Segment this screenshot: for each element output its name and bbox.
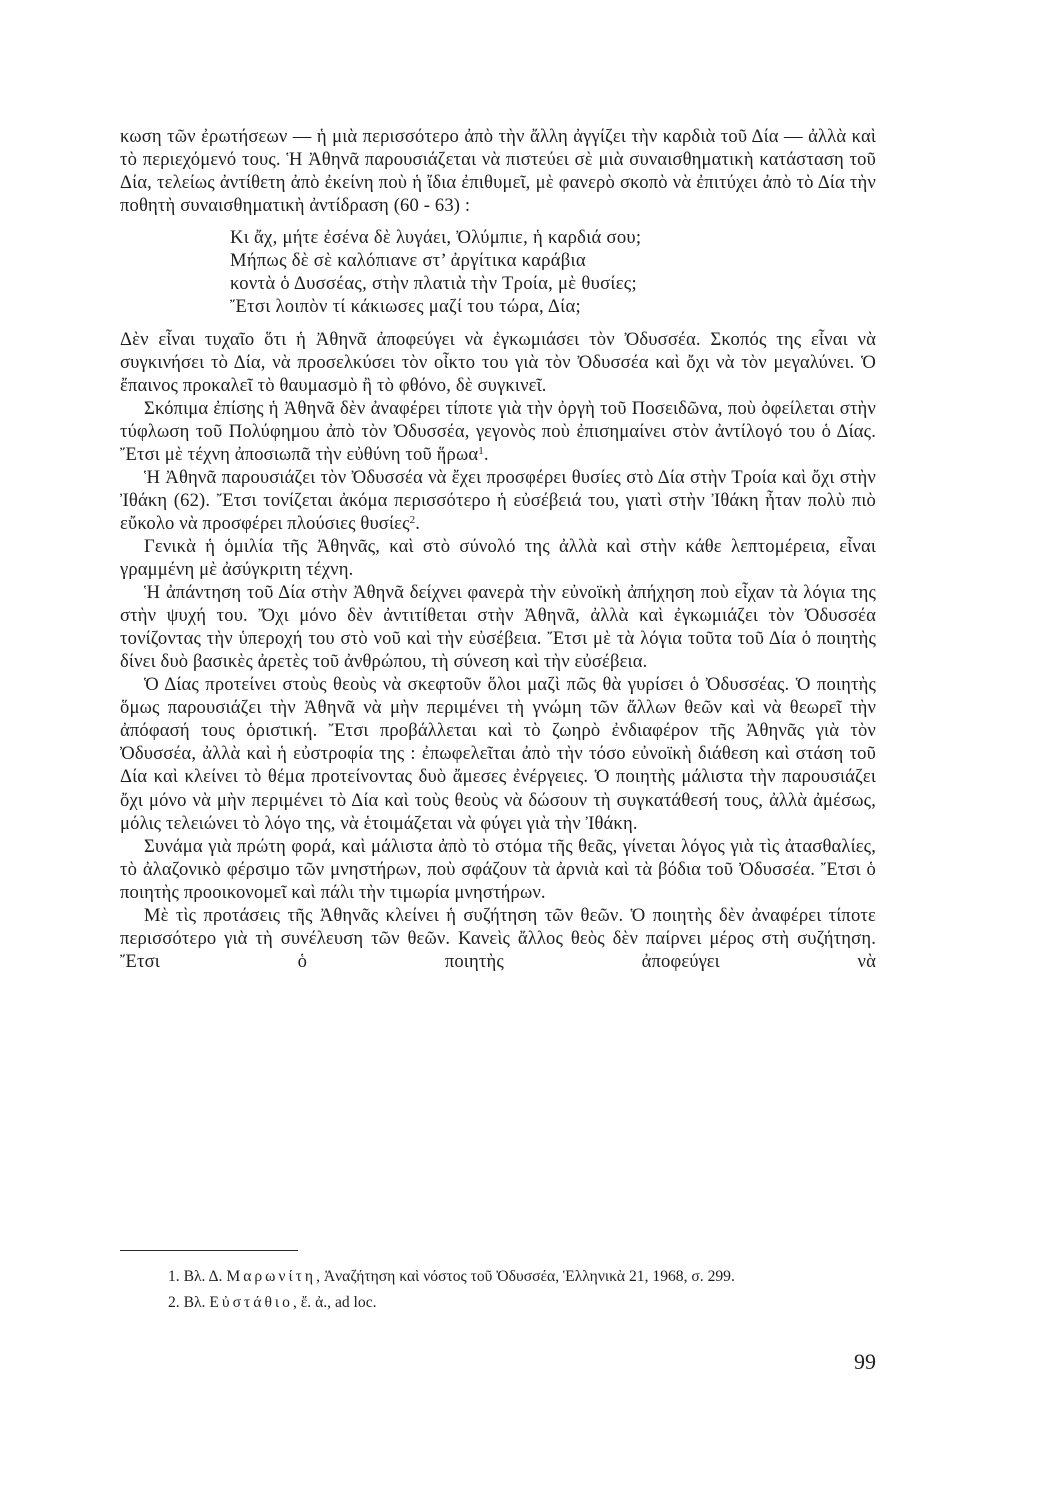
- footnote-divider: [120, 1250, 298, 1251]
- footnotes: [120, 1267, 876, 1313]
- verse-line: κοντὰ ὁ Δυσσέας, στὴν πλατιὰ τὴν Τροία, μὲ θυσίες;: [230, 273, 637, 295]
- main-text: [120, 125, 876, 973]
- paragraph-9: Μὲ τὶς προτάσεις τῆς Ἀθηνᾶς κλείνει ἡ συζήτηση τῶν θεῶν. Ὁ ποιητὴς δὲν ἀναφέρει τίποτε περισσότερο γιὰ τὴ συνέλευση τῶν θεῶν. Κανεὶς ἄλλος θεὸς δὲν παίρνει μέρος στὴ συζήτηση. Ἔτσι ὁ ποιητὴς ἀποφεύγει νὰ: [120, 904, 876, 972]
- paragraph-8: Συνάμα γιὰ πρώτη φορά, καὶ μάλιστα ἀπὸ τὸ στόμα τῆς θεᾶς, γίνεται λόγος γιὰ τὶς ἀτασθαλίες, τὸ ἀλαζονικὸ φέρσιμο τῶν μνηστήρων, ποὺ σφάζουν τὰ ἀρνιὰ καὶ τὰ βόδια τοῦ Ὀδυσσέα. Ἔτσι ὁ ποιητὴς προοικονομεῖ καὶ πάλι τὴν τιμωρία μνηστήρων.: [120, 835, 876, 903]
- paragraph-6: Ἡ ἀπάντηση τοῦ Δία στὴν Ἀθηνᾶ δείχνει φανερὰ τὴν εὐνοϊκὴ ἀπήχηση ποὺ εἶχαν τὰ λόγια της στὴν ψυχή του. Ὄχι μόνο δὲν ἀντιτίθεται στὴν Ἀθηνᾶ, ἀλλὰ καὶ ἐγκωμιάζει τὸν Ὀδυσσέα τονίζοντας τὴν ὑπεροχή του στὸ νοῦ καὶ τὴν εὐσέβεια. Ἔτσι μὲ τὰ λόγια τοῦτα τοῦ Δία ὁ ποιητὴς δίνει δυὸ βασικὲς ἀρετὲς τοῦ ἀνθρώπου, τὴ σύνεση καὶ τὴν εὐσέβεια.: [120, 582, 876, 673]
- footnote-2-author: Εὐστάθιο: [209, 1294, 293, 1311]
- verse-quotation: [230, 226, 876, 318]
- verse-line: Ἔτσι λοιπὸν τί κάκιωσες μαζί του τώρα, Δία;: [230, 296, 581, 318]
- footnote-1-author: Μαρωνίτη: [226, 1268, 317, 1285]
- verse-line: Μήπως δὲ σὲ καλόπιανε στ’ ἀργίτικα καράβια: [230, 250, 586, 272]
- paragraph-7: Ὁ Δίας προτείνει στοὺς θεοὺς νὰ σκεφτοῦν ὅλοι μαζὶ πῶς θὰ γυρίσει ὁ Ὀδυσσέας. Ὁ ποιητὴς ὅμως παρουσιάζει τὴν Ἀθηνᾶ νὰ μὴν περιμένει τὴ γνώμη τῶν ἄλλων θεῶν καὶ νὰ θεωρεῖ τὴν ἀπόφασή τους ὁριστική. Ἔτσι προβάλλεται καὶ τὸ ζωηρὸ ἐνδιαφέρον τῆς Ἀθηνᾶς γιὰ τὸν Ὀδυσσέα, ἀλλὰ καὶ ἡ εὐστροφία της : ἐπωφελεῖται ἀπὸ τὴν τόσο εὐνοϊκὴ διάθεση καὶ στάση τοῦ Δία καὶ κλείνει τὸ θέμα προτείνοντας δυὸ ἄμεσες ἐνέργειες. Ὁ ποιητὴς μάλιστα τὴν παρουσιάζει ὄχι μόνο νὰ μὴν περιμένει τὸ Δία καὶ τοὺς θεοὺς νὰ δώσουν τὴ συγκατάθεσή τους, ἀλλὰ ἀμέσως, μόλις τελειώνει τὸ λόγο της, νὰ ἑτοιμάζεται νὰ φύγει γιὰ τὴν Ἰθάκη.: [120, 674, 876, 834]
- paragraph-1: κωση τῶν ἐρωτήσεων — ἡ μιὰ περισσότερο ἀπὸ τὴν ἄλλη ἀγγίζει τὴν καρδιὰ τοῦ Δία — ἀλλὰ καὶ τὸ περιεχόμενό τους. Ἡ Ἀθηνᾶ παρουσιάζεται νὰ πιστεύει σὲ μιὰ συναισθηματικὴ κατάσταση τοῦ Δία, τελείως ἀντίθετη ἀπὸ ἐκείνη ποὺ ἡ ἴδια ἐπιθυμεῖ, μὲ φανερὸ σκοπὸ νὰ ἐπιτύχει ἀπὸ τὸ Δία τὴν ποθητὴ συναισθηματικὴ ἀντίδραση (60 - 63) :: [120, 126, 876, 217]
- footnote-1-prefix: 1. Βλ. Δ.: [168, 1268, 223, 1285]
- paragraph-5: Γενικὰ ἡ ὁμιλία τῆς Ἀθηνᾶς, καὶ στὸ σύνολό της ἀλλὰ καὶ στὴν κάθε λεπτομέρεια, εἶναι γραμμένη μὲ ἀσύγκριτη τέχνη.: [120, 535, 876, 581]
- paragraph-2: Δὲν εἶναι τυχαῖο ὅτι ἡ Ἀθηνᾶ ἀποφεύγει νὰ ἐγκωμιάσει τὸν Ὀδυσσέα. Σκοπός της εἶναι νὰ συγκινήσει τὸ Δία, νὰ προσελκύσει τὸν οἶκτο του γιὰ τὸν Ὀδυσσέα καὶ ὄχι νὰ τὸν μεγαλύνει. Ὁ ἔπαινος προκαλεῖ τὸ θαυμασμὸ ἢ τὸ φθόνο, δὲ συγκινεῖ.: [120, 328, 876, 396]
- paragraph-3-text: Σκόπιμα ἐπίσης ἡ Ἀθηνᾶ δὲν ἀναφέρει τίποτε γιὰ τὴν ὀργὴ τοῦ Ποσειδῶνα, ποὺ ὀφείλεται στὴν τύφλωση τοῦ Πολύφημου ἀπὸ τὸν Ὀδυσσέα, γεγονὸς ποὺ ἐπισημαίνει στὸν ἀντίλογό του ὁ Δίας. Ἔτσι μὲ τέχνη ἀποσιωπᾶ τὴν εὐθύνη τοῦ ἥρωα: [120, 397, 876, 465]
- footnote-1-rest: , Ἀναζήτηση καὶ νόστος τοῦ Ὀδυσσέα, Ἑλληνικὰ 21, 1968, σ. 299.: [316, 1268, 735, 1285]
- verse-line: Κι ἄχ, μήτε ἐσένα δὲ λυγάει, Ὀλύμπιε, ἡ καρδιά σου;: [230, 227, 642, 249]
- page-number: 99: [854, 1349, 876, 1374]
- paragraph-3: Σκόπιμα ἐπίσης ἡ Ἀθηνᾶ δὲν ἀναφέρει τίποτε γιὰ τὴν ὀργὴ τοῦ Ποσειδῶνα, ποὺ ὀφείλεται στὴν τύφλωση τοῦ Πολύφημου ἀπὸ τὸν Ὀδυσσέα, γεγονὸς ποὺ ἐπισημαίνει στὸν ἀντίλογό του ὁ Δίας. Ἔτσι μὲ τέχνη ἀποσιωπᾶ τὴν εὐθύνη τοῦ ἥρωα$^1$.: [120, 397, 876, 465]
- footnote-1: [120, 1267, 876, 1287]
- footnote-2-prefix: 2. Βλ.: [168, 1294, 206, 1311]
- paragraph-4: Ἡ Ἀθηνᾶ παρουσιάζει τὸν Ὀδυσσέα νὰ ἔχει προσφέρει θυσίες στὸ Δία στὴν Τροία καὶ ὄχι στὴν Ἰθάκη (62). Ἔτσι τονίζεται ἀκόμα περισσότερο ἡ εὐσέβειά του, γιατὶ στὴν Ἰθάκη ἦταν πολὺ πιὸ εὔκολο νὰ προσφέρει πλούσιες θυσίες$^2$.: [120, 466, 876, 534]
- paragraph-4-text: Ἡ Ἀθηνᾶ παρουσιάζει τὸν Ὀδυσσέα νὰ ἔχει προσφέρει θυσίες στὸ Δία στὴν Τροία καὶ ὄχι στὴν Ἰθάκη (62). Ἔτσι τονίζεται ἀκόμα περισσότερο ἡ εὐσέβειά του, γιατὶ στὴν Ἰθάκη ἦταν πολὺ πιὸ εὔκολο νὰ προσφέρει πλούσιες θυσίες: [120, 466, 876, 534]
- footnote-marker-2: 2: [409, 513, 416, 526]
- footnote-2-rest: , ἔ. ἀ., ad loc.: [292, 1294, 377, 1311]
- footnote-2: [120, 1293, 876, 1313]
- footnote-marker-1: 1: [478, 444, 484, 457]
